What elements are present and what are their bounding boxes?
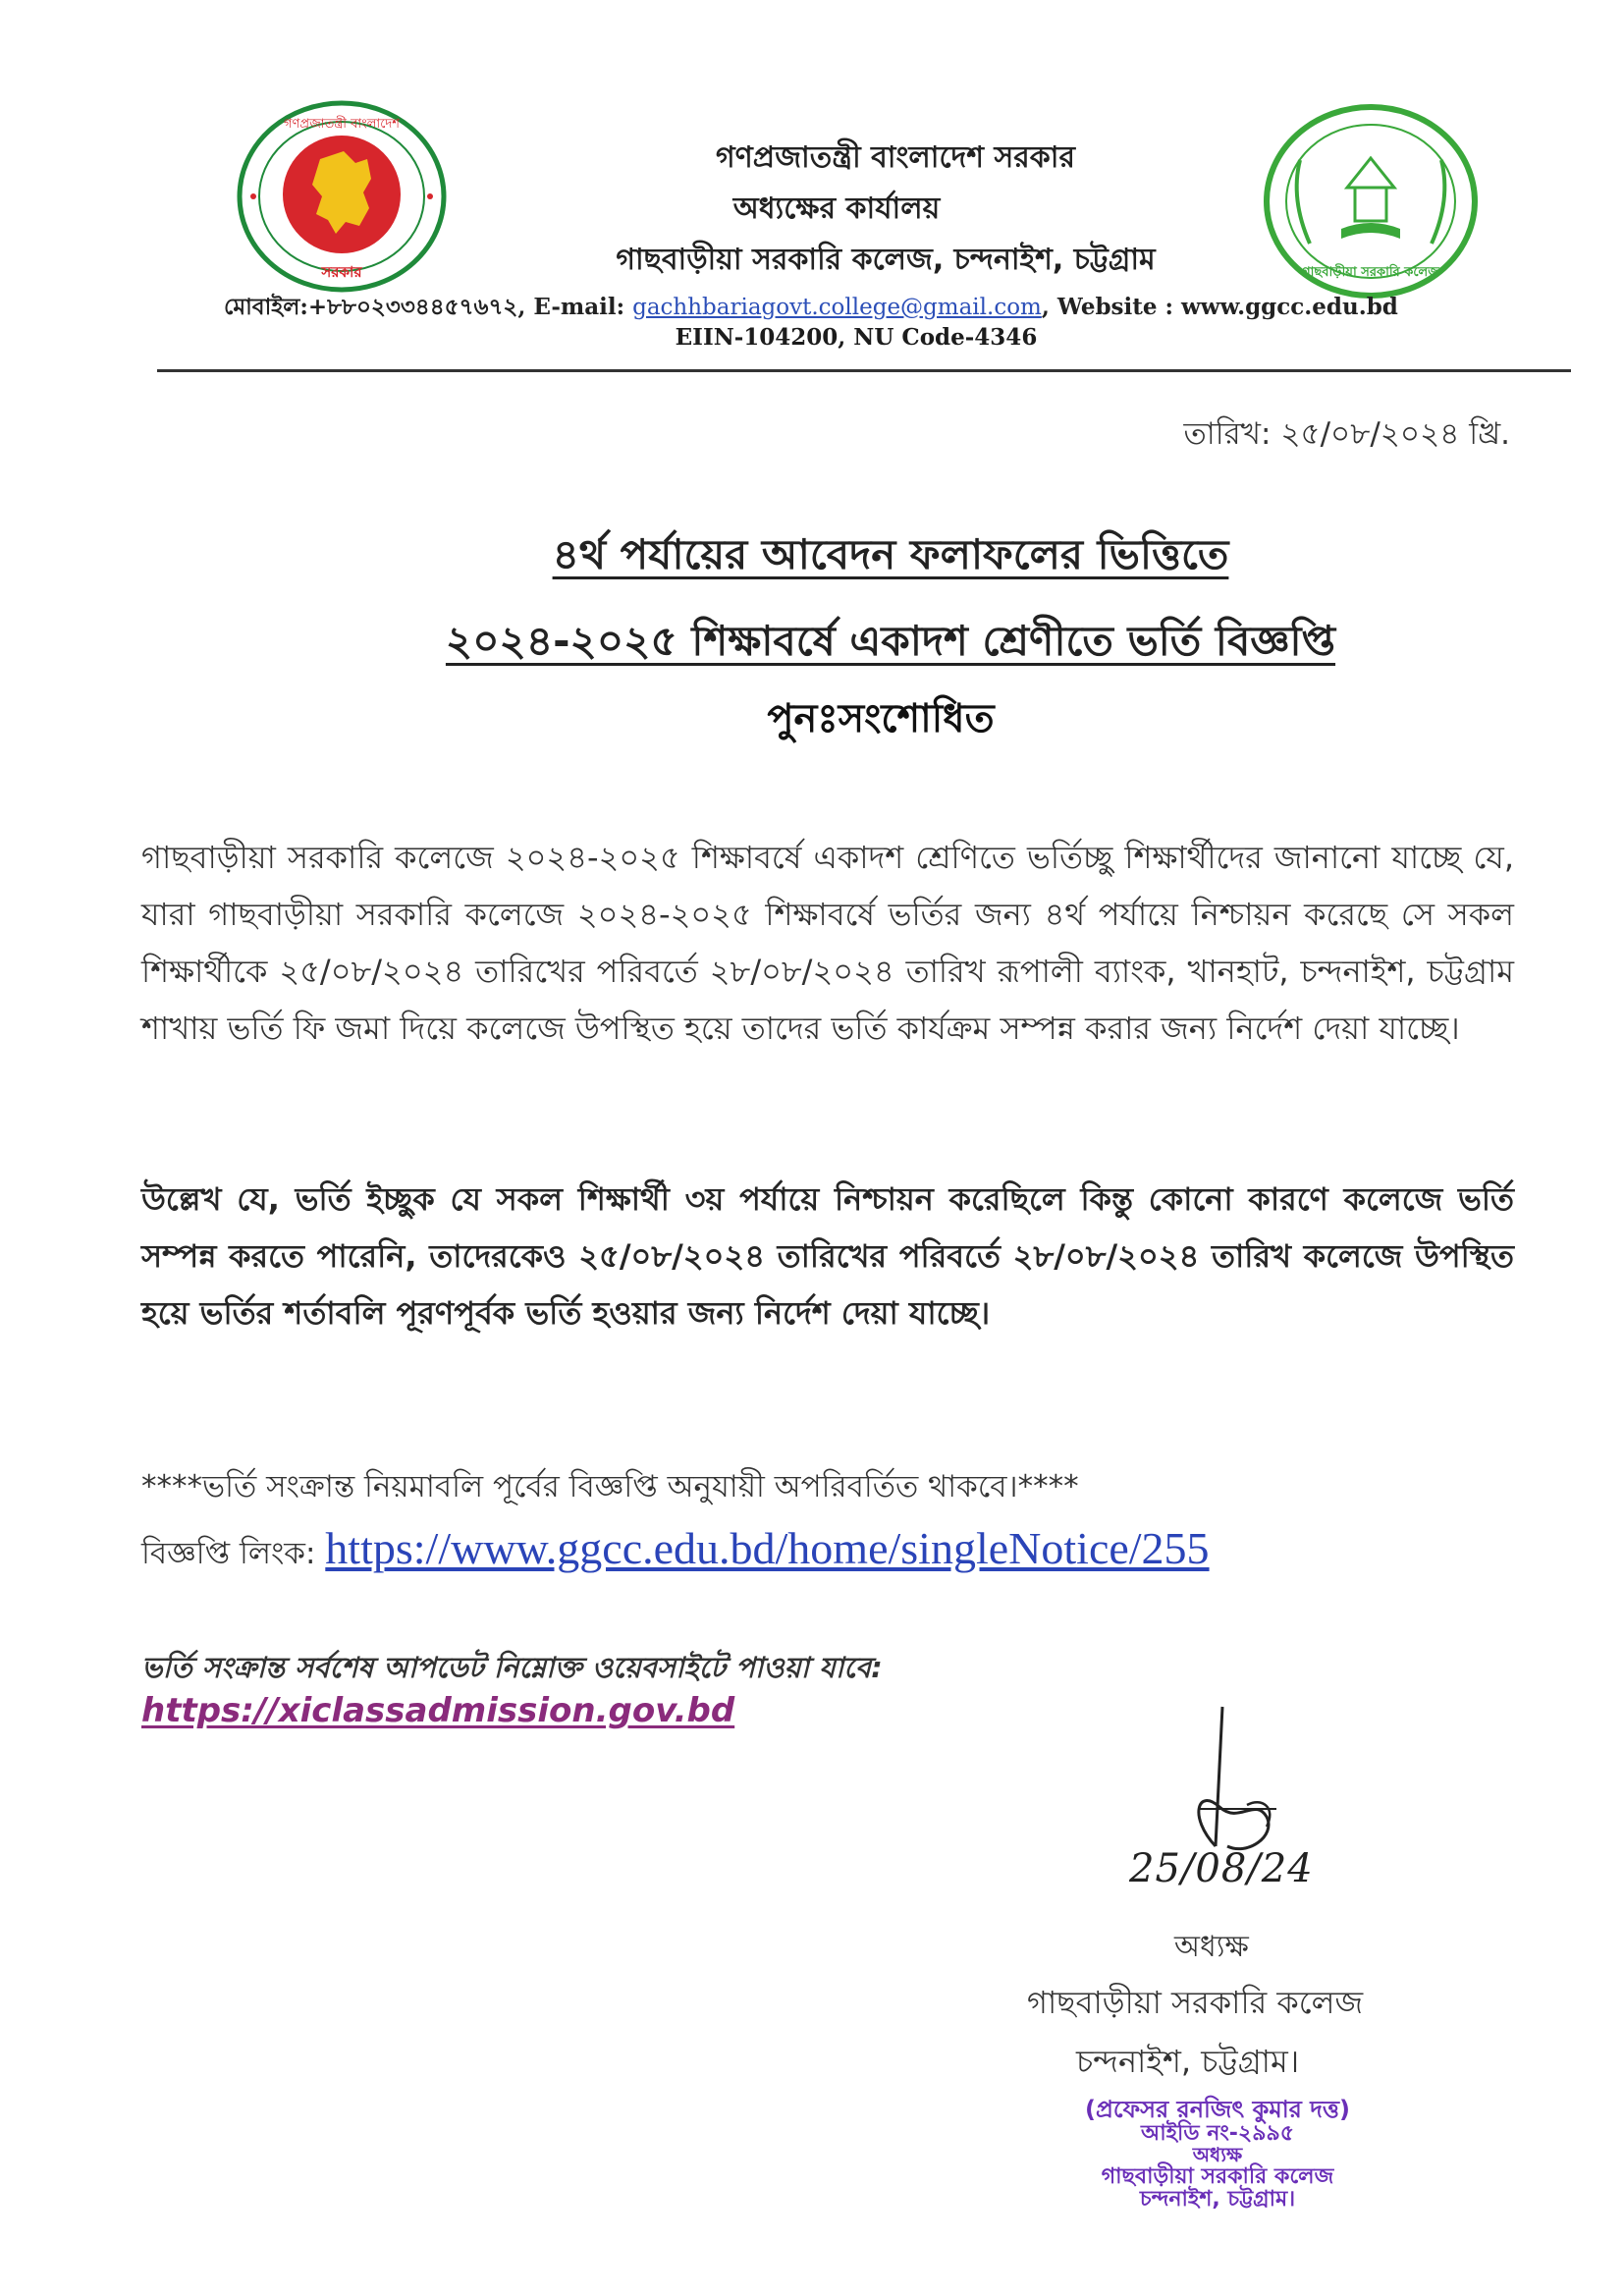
notice-title-line-1	[0, 522, 1624, 592]
contact-website: , Website : www.ggcc.edu.bd	[1041, 294, 1398, 320]
notice-title-text-1: ৪র্থ পর্যায়ের আবেদন ফলাফলের ভিত্তিতে	[552, 530, 1229, 578]
signatory-location: চন্দনাইশ, চট্টগ্রাম।	[1076, 2043, 1300, 2080]
rules-unchanged-note: ****ভর্তি সংক্রান্ত নিয়মাবলি পূর্বের বিজ্ঞপ্তি অনুযায়ী অপরিবর্তিত থাকবে।****	[141, 1469, 1079, 1504]
contact-email-link[interactable]: gachhbariagovt.college@gmail.com	[632, 295, 1042, 320]
notice-link-row	[141, 1522, 1210, 1581]
header-office-line: অধ্যক্ষের কার্যালয়	[732, 191, 941, 226]
notice-title-text-2: ২০২৪-২০২৫ শিক্ষাবর্ষে একাদশ শ্রেণীতে ভর্তি বিজ্ঞপ্তি	[445, 617, 1336, 665]
contact-phone: মোবাইল:+৮৮০২৩৩৪৪৫৭৬৭২, E-mail:	[224, 294, 625, 320]
body-paragraph-2: উল্লেখ যে, ভর্তি ইচ্ছুক যে সকল শিক্ষার্থী ৩য় পর্যায়ে নিশ্চায়ন করেছিলে কিন্তু কোনো কারণে কলেজে ভর্তি সম্পন্ন করতে পারেনি, তাদেরকেও ২৫/০৮/২০২৪ তারিখের পরিবর্তে ২৮/০৮/২০২৪ তারিখ কলেজে উপস্থিত হয়ে ভর্তির শর্তাবলি পূরণপূর্বক ভর্তি হওয়ার জন্য নির্দেশ দেয়া যাচ্ছে।	[141, 1180, 1514, 1332]
official-stamp	[1031, 2098, 1404, 2211]
stamp-college: গাছবাড়ীয়া সরকারি কলেজ	[1101, 2164, 1334, 2190]
update-website-note: ভর্তি সংক্রান্ত সর্বশেষ আপডেট নিম্নোক্ত ওয়েবসাইটে পাওয়া যাবে:	[141, 1651, 883, 1684]
college-emblem-text: গাছবাড়ীয়া সরকারি কলেজ	[1302, 265, 1439, 280]
stamp-location: চন্দনাইশ, চট্টগ্রাম।	[1139, 2187, 1296, 2213]
notice-title-line-2	[0, 609, 1624, 679]
notice-link[interactable]: https://www.ggcc.edu.bd/home/singleNotice/255	[325, 1523, 1210, 1573]
signatory-college: গাছবাড়ীয়া সরকারি কলেজ	[1027, 1984, 1364, 2021]
header-eiin-code: EIIN-104200, NU Code-4346	[675, 324, 1038, 351]
revised-label: পুনঃসংশোধিত	[767, 696, 995, 741]
signatory-designation: অধ্যক্ষ	[1174, 1930, 1249, 1964]
admission-website-link[interactable]: https://xiclassadmission.gov.bd	[141, 1691, 735, 1730]
header-divider	[157, 369, 1571, 372]
body-paragraph-1: গাছবাড়ীয়া সরকারি কলেজে ২০২৪-২০২৫ শিক্ষাবর্ষে একাদশ শ্রেণিতে ভর্তিচ্ছু শিক্ষার্থীদের জানানো যাচ্ছে যে, যারা গাছবাড়ীয়া সরকারি কলেজে ২০২৪-২০২৫ শিক্ষাবর্ষে ভর্তির জন্য ৪র্থ পর্যায়ে নিশ্চায়ন করেছে সে সকল শিক্ষার্থীকে ২৫/০৮/২০২৪ তারিখের পরিবর্তে ২৮/০৮/২০২৪ তারিখ রূপালী ব্যাংক, খানহাট, চন্দনাইশ, চট্টগ্রাম শাখায় ভর্তি ফি জমা দিয়ে কলেজে উপস্থিত হয়ে তাদের ভর্তি কার্যক্রম সম্পন্ন করার জন্য নির্দেশ দেয়া যাচ্ছে।	[141, 839, 1514, 1047]
seal-bottom-text: সরকার	[321, 263, 362, 281]
seal-top-text: গণপ্রজাতন্ত্রী বাংলাদেশ	[284, 117, 400, 132]
header-contact-line	[224, 289, 1398, 327]
stamp-name: (প্রফেসর রনজিৎ কুমার দত্ত)	[1085, 2096, 1350, 2123]
signature-date: 25/08/24	[1129, 1846, 1314, 1891]
stamp-id: আইডি নং-২৯৯৫	[1140, 2121, 1295, 2147]
notice-date: তারিখ: ২৫/০৮/২০২৪ খ্রি.	[1183, 416, 1510, 452]
notice-link-label: বিজ্ঞপ্তি লিংক:	[141, 1536, 326, 1571]
header-government-line: গণপ্রজাতন্ত্রী বাংলাদেশ সরকার	[716, 140, 1075, 175]
header-college-line: গাছবাড়ীয়া সরকারি কলেজ, চন্দনাইশ, চট্টগ্রাম	[616, 243, 1156, 277]
stamp-title: অধ্যক্ষ	[1192, 2143, 1243, 2167]
